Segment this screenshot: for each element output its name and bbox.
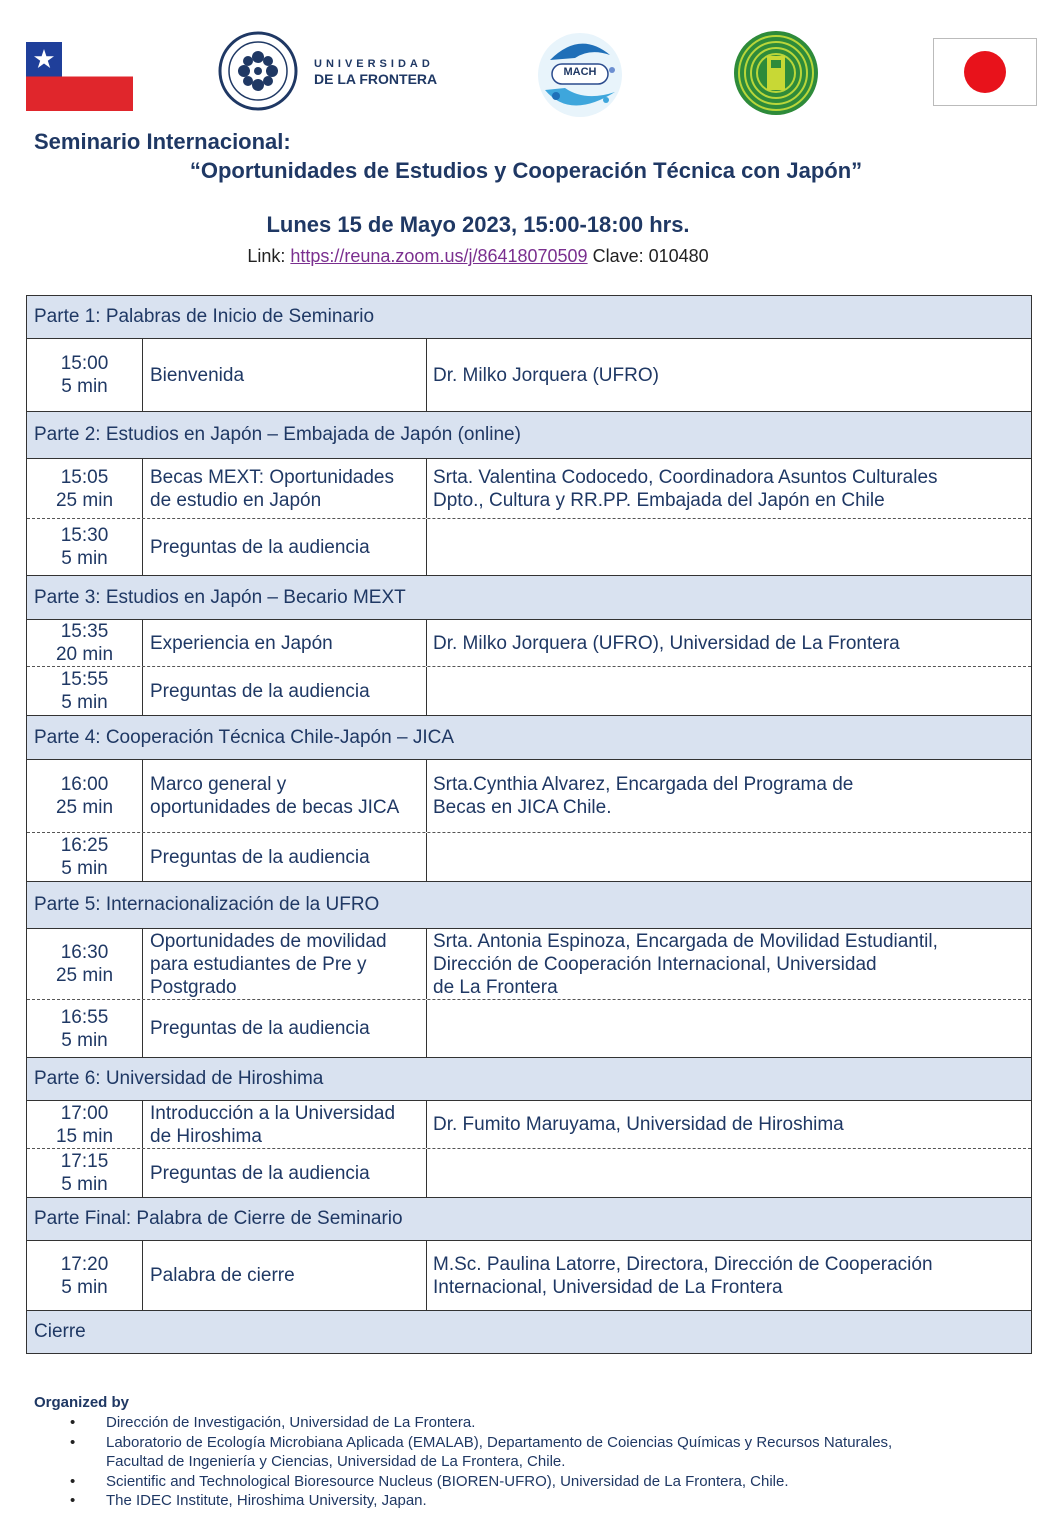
time-cell [27,667,143,715]
organizer-text: Scientific and Technological Bioresource Nucleus (BIOREN-UFRO), Universidad de La Frontera, Chile. [106,1472,789,1490]
part-header: Parte Final: Palabra de Cierre de Seminario [27,1198,1031,1241]
time-cell [27,1101,143,1148]
activity-cell [143,1149,427,1197]
activity-text: Preguntas de la audiencia [150,680,370,702]
schedule-row [27,620,1031,667]
part-header: Parte 5: Internacionalización de la UFRO [27,882,1031,929]
organizer-item [106,1491,892,1511]
start-time: 17:15 [60,1151,109,1172]
start-time: 16:00 [60,774,109,795]
activity-cell [143,620,427,666]
ufro-logo-text-bottom: DE LA FRONTERA [314,71,438,87]
part-header: Parte 6: Universidad de Hiroshima [27,1058,1031,1101]
activity-cell [143,833,427,881]
part-header: Parte 1: Palabras de Inicio de Seminario [27,296,1031,339]
activity-cell [143,667,427,715]
speaker-cell [427,519,1031,575]
mach-logo-text: MACH [563,66,597,78]
duration: 5 min [61,376,108,397]
activity-text: Preguntas de la audiencia [150,536,370,558]
duration: 5 min [61,1174,108,1195]
speaker-text: Srta. Antonia Espinoza, Encargada de Movilidad Estudiantil, Dirección de Cooperación Internacional, Universidad de La Frontera [433,930,938,998]
duration: 15 min [55,1125,114,1147]
part-header: Parte 3: Estudios en Japón – Becario MEXT [27,576,1031,620]
activity-text: Preguntas de la audiencia [150,846,370,868]
hiroshima-university-logo [733,30,819,116]
speaker-text: M.Sc. Paulina Latorre, Directora, Dirección de Cooperación Internacional, Universidad de La Frontera [433,1253,933,1298]
start-time: 15:05 [60,466,109,488]
duration: 5 min [61,548,108,569]
start-time: 15:35 [60,621,109,642]
organizer-item [106,1433,892,1472]
organizer-item [106,1413,892,1433]
time-cell [27,1000,143,1057]
schedule-row [27,929,1031,1000]
speaker-text: Srta. Valentina Codocedo, Coordinadora Asuntos Culturales Dpto., Cultura y RR.PP. Embajada del Japón en Chile [433,466,938,511]
time-cell [27,339,143,411]
duration: 25 min [55,797,114,818]
zoom-link[interactable]: https://reuna.zoom.us/j/86418070509 [290,246,588,266]
clave-label: Clave: 010480 [587,246,709,266]
zoom-link-line [0,246,956,267]
speaker-text: Dr. Milko Jorquera (UFRO) [433,364,659,386]
activity-text: Becas MEXT: Oportunidades de estudio en Japón [150,466,394,511]
schedule-row [27,1149,1031,1198]
part-header: Parte 4: Cooperación Técnica Chile-Japón – JICA [27,716,1031,760]
part-header: Cierre [27,1311,1031,1353]
activity-text: Oportunidades de movilidad para estudiantes de Pre y Postgrado [150,930,387,998]
speaker-cell [427,1149,1031,1197]
duration: 20 min [55,644,114,665]
start-time: 15:55 [60,669,109,690]
start-time: 17:00 [60,1102,109,1124]
activity-text: Experiencia en Japón [150,632,333,654]
part-header: Parte 2: Estudios en Japón – Embajada de Japón (online) [27,412,1031,459]
time-cell [27,459,143,518]
activity-text: Preguntas de la audiencia [150,1018,370,1039]
speaker-cell [427,620,1031,666]
organizer-text: Laboratorio de Ecología Microbiana Aplicada (EMALAB), Departamento de Coiencias Químicas y Recursos Naturales, Facultad de Ingeniería y Ciencias, Universidad de La Frontera, Chile. [106,1433,893,1470]
duration: 25 min [55,965,114,986]
speaker-cell [427,1101,1031,1148]
activity-text: Palabra de cierre [150,1265,295,1286]
activity-cell [143,1000,427,1057]
link-label: Link: [247,246,291,266]
ufro-logo [216,30,448,112]
speaker-cell [427,929,1031,999]
time-cell [27,519,143,575]
duration: 5 min [61,858,108,879]
speaker-cell [427,760,1031,832]
organizer-item [106,1472,892,1492]
organized-by-section [34,1394,892,1511]
start-time: 16:25 [60,835,109,856]
schedule-row [27,1241,1031,1311]
activity-cell [143,929,427,999]
seminar-date: Lunes 15 de Mayo 2023, 15:00-18:00 hrs. [266,212,690,237]
activity-cell [143,459,427,518]
speaker-cell [427,667,1031,715]
speaker-cell [427,459,1031,518]
time-cell [27,929,143,999]
schedule-row [27,1101,1031,1149]
speaker-text: Dr. Milko Jorquera (UFRO), Universidad de La Frontera [433,632,900,654]
speaker-text: Dr. Fumito Maruyama, Universidad de Hiroshima [433,1114,844,1135]
start-time: 15:30 [60,525,109,546]
speaker-cell [427,833,1031,881]
schedule-row [27,833,1031,882]
schedule-row [27,519,1031,576]
chile-flag [26,42,133,111]
organizer-list [34,1413,892,1511]
time-cell [27,833,143,881]
activity-cell [143,1101,427,1148]
organized-by-heading: Organized by [34,1394,130,1411]
japan-flag [933,38,1037,106]
speaker-cell [427,339,1031,411]
schedule-row [27,667,1031,716]
speaker-cell [427,1000,1031,1057]
time-cell [27,1149,143,1197]
time-cell [27,1241,143,1310]
program-table [26,295,1032,1354]
seminar-title-line2: “Oportunidades de Estudios y Cooperación Técnica con Japón” [189,158,863,183]
duration: 5 min [61,1029,108,1051]
activity-text: Preguntas de la audiencia [150,1162,370,1184]
activity-cell [143,760,427,832]
duration: 5 min [61,1276,108,1298]
schedule-row [27,1000,1031,1058]
activity-cell [143,519,427,575]
schedule-row [27,760,1031,833]
start-time: 16:55 [60,1006,109,1028]
start-time: 16:30 [60,942,109,963]
activity-cell [143,339,427,411]
speaker-text: Srta.Cynthia Alvarez, Encargada del Programa de Becas en JICA Chile. [433,774,854,818]
start-time: 17:20 [60,1253,109,1275]
mach-logo [530,30,630,120]
activity-text: Bienvenida [150,364,245,386]
duration: 25 min [55,489,114,511]
seminar-title-line1: Seminario Internacional: [34,129,291,154]
activity-cell [143,1241,427,1310]
activity-text: Introducción a la Universidad de Hiroshima [150,1102,396,1147]
time-cell [27,620,143,666]
ufro-logo-text-top: UNIVERSIDAD [314,58,434,70]
activity-text: Marco general y oportunidades de becas JICA [150,774,400,818]
time-cell [27,760,143,832]
organizer-text: The IDEC Institute, Hiroshima University, Japan. [106,1492,427,1509]
schedule-row [27,339,1031,412]
schedule-row [27,459,1031,519]
speaker-cell [427,1241,1031,1310]
organizer-text: Dirección de Investigación, Universidad de La Frontera. [106,1414,476,1431]
start-time: 15:00 [60,353,109,374]
duration: 5 min [61,692,108,713]
